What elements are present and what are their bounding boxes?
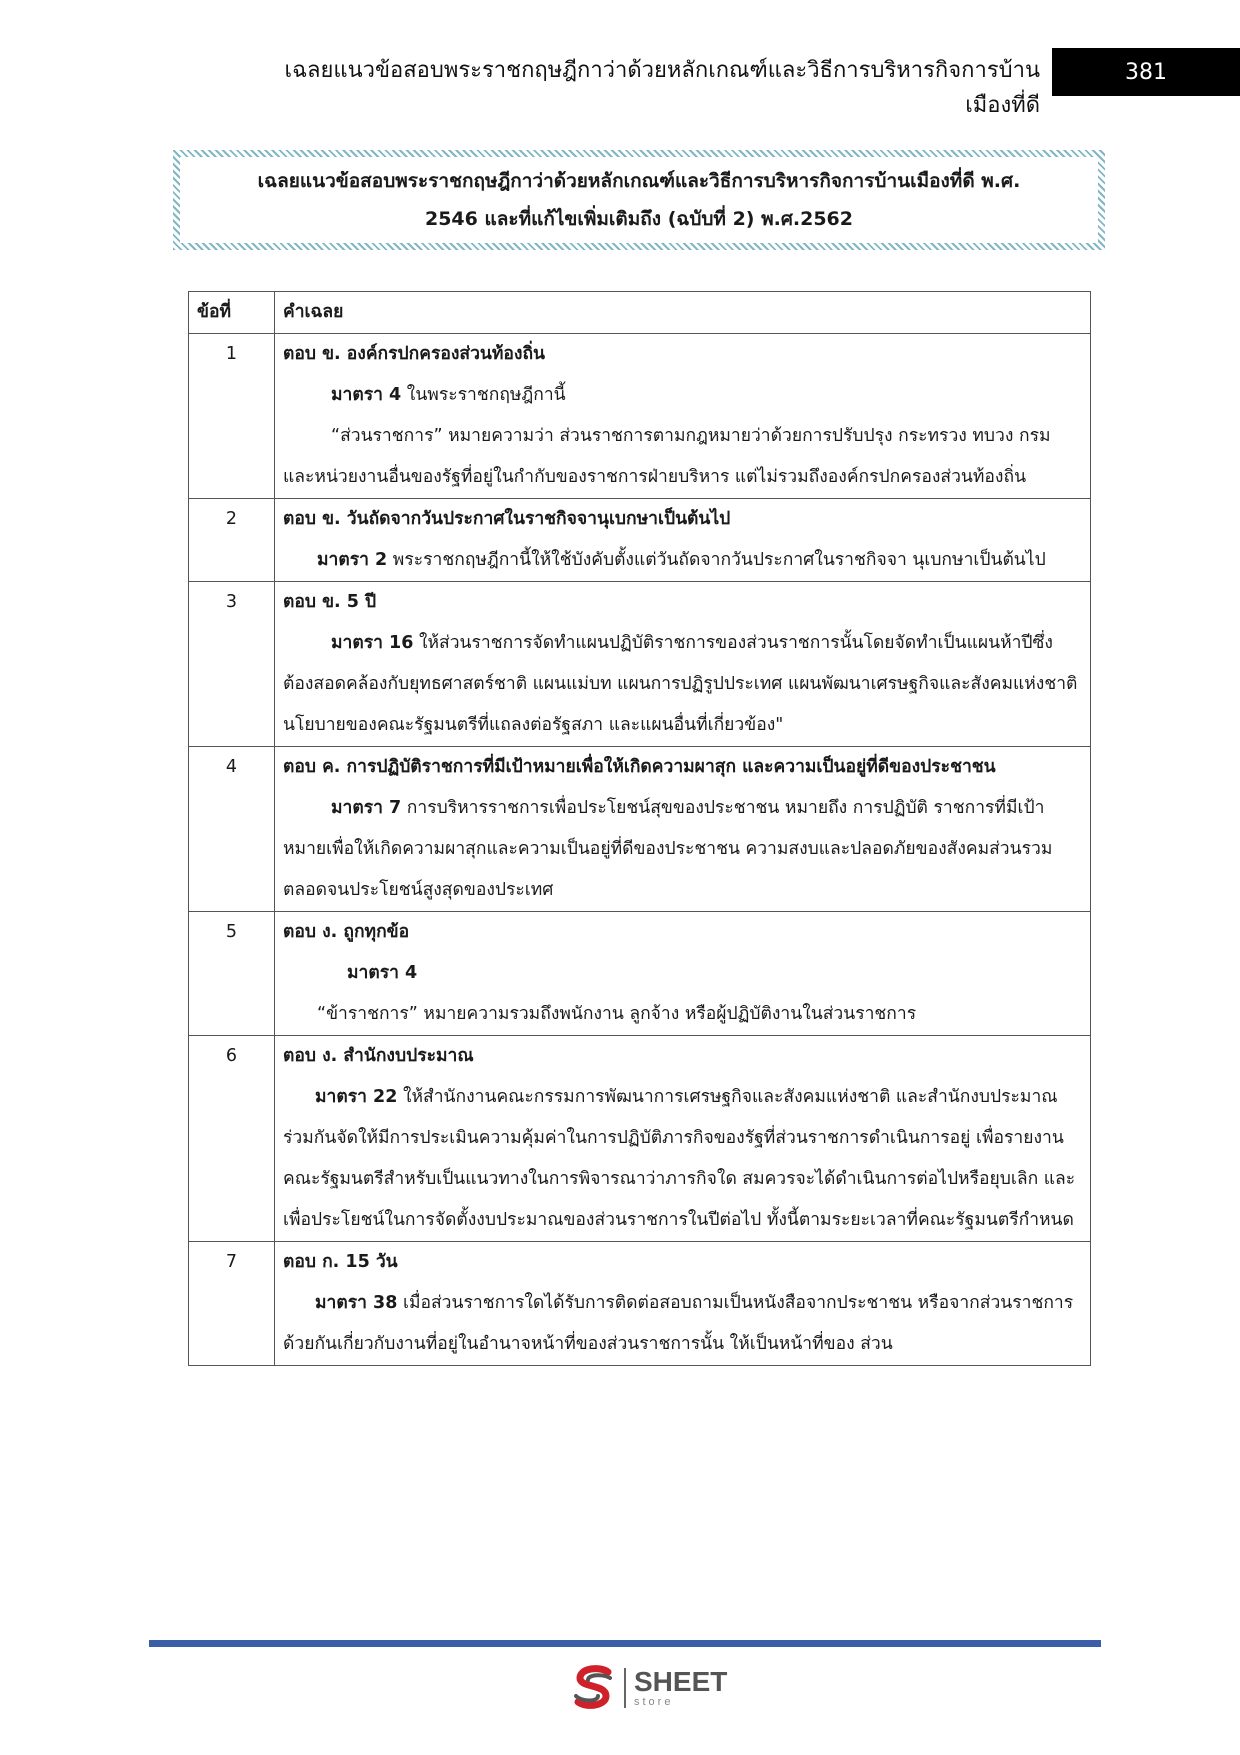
article-text: [283, 953, 1082, 994]
article-text: [283, 375, 1082, 416]
table-row: [189, 912, 1091, 1036]
article-label: มาตรา 4: [347, 963, 418, 983]
answer-text: ตอบ ข. 5 ปี: [283, 592, 377, 612]
answer-text: ตอบ ข. องค์กรปกครองส่วนท้องถิ่น: [283, 344, 546, 364]
sheet-store-logo: [572, 1660, 772, 1716]
answer-cell: [275, 334, 1091, 499]
article-body: ให้ส่วนราชการจัดทำแผนปฏิบัติราชการของส่วนราชการนั้นโดยจัดทำเป็นแผนห้าปีซึ่งต้องสอดคล้องกับยุทธศาสตร์ชาติ แผนแม่บท แผนการปฏิรูปประเทศ แผนพัฒนาเศรษฐกิจและสังคมแห่งชาติ นโยบายของคณะรัฐมนตรีที่แถลงต่อรัฐสภา และแผนอื่นที่เกี่ยวข้อง": [283, 633, 1078, 735]
document-title-line-2: 2546 และที่แก้ไขเพิ่มเติมถึง (ฉบับที่ 2) พ.ศ.2562: [424, 208, 853, 230]
article-body: ให้สำนักงานคณะกรรมการพัฒนาการเศรษฐกิจและสังคมแห่งชาติ และสำนักงบประมาณร่วมกันจัดให้มีการประเมินความคุ้มค่าในการปฏิบัติภารกิจของรัฐที่ส่วนราชการดำเนินการอยู่ เพื่อรายงานคณะรัฐมนตรีสำหรับเป็นแนวทางในการพิจารณาว่าภารกิจใด สมควรจะได้ดำเนินการต่อไปหรือยุบเลิก และเพื่อประโยชน์ในการจัดตั้งงบประมาณของส่วนราชการในปีต่อไป ทั้งนี้ตามระยะเวลาที่คณะรัฐมนตรีกำหนด: [283, 1087, 1076, 1230]
row-number: 1: [189, 334, 275, 499]
column-header-number: ข้อที่: [189, 292, 275, 334]
row-number: 2: [189, 499, 275, 582]
article-text: [283, 1283, 1082, 1365]
answer-text: ตอบ ง. ถูกทุกข้อ: [283, 922, 410, 942]
article-definition-text: “ส่วนราชการ” หมายความว่า ส่วนราชการตามกฎหมายว่าด้วยการปรับปรุง กระทรวง ทบวง กรม และหน่วยงานอื่นของรัฐที่อยู่ในกำกับของราชการฝ่ายบริหาร แต่ไม่รวมถึงองค์กรปกครองส่วนท้องถิ่น: [283, 426, 1051, 487]
answer-cell: [275, 1036, 1091, 1242]
article-body: เมื่อส่วนราชการใดได้รับการติดต่อสอบถามเป็นหนังสือจากประชาชน หรือจากส่วนราชการด้วยกันเกี่ยวกับงานที่อยู่ในอำนาจหน้าที่ของส่วนราชการนั้น ให้เป็นหน้าที่ของ ส่วน: [283, 1293, 1074, 1354]
logo-wordmark: [634, 1668, 727, 1708]
answer-text: ตอบ ค. การปฏิบัติราชการที่มีเป้าหมายเพื่อให้เกิดความผาสุก และความเป็นอยู่ที่ดีของประชาชน: [283, 757, 996, 777]
article-label: มาตรา 22: [315, 1087, 398, 1107]
document-title-box: [173, 150, 1105, 250]
table-header-row: [189, 292, 1091, 334]
document-title-line-1: เฉลยแนวข้อสอบพระราชกฤษฎีกาว่าด้วยหลักเกณฑ์และวิธีการบริหารกิจการบ้านเมืองที่ดี พ.ศ.: [257, 170, 1021, 192]
article-definition: [283, 416, 1082, 498]
article-label: มาตรา 2: [317, 550, 388, 570]
answer-cell: [275, 747, 1091, 912]
row-number: 4: [189, 747, 275, 912]
footer-rule: [149, 1640, 1101, 1647]
column-header-answer: คำเฉลย: [275, 292, 1091, 334]
row-number: 5: [189, 912, 275, 1036]
article-text: [283, 1077, 1082, 1241]
article-definition-text: “ข้าราชการ” หมายความรวมถึงพนักงาน ลูกจ้าง หรือผู้ปฏิบัติงานในส่วนราชการ: [317, 1004, 917, 1024]
logo-word: SHEET: [634, 1666, 728, 1697]
logo-divider: [624, 1668, 626, 1708]
article-body: ในพระราชกฤษฎีกานี้: [401, 385, 566, 405]
answer-cell: [275, 582, 1091, 747]
row-number: 3: [189, 582, 275, 747]
page-number: 381: [1052, 48, 1240, 96]
article-body: การบริหารราชการเพื่อประโยชน์สุขของประชาชน หมายถึง การปฏิบัติ ราชการที่มีเป้าหมายเพื่อให้เกิดความผาสุกและความเป็นอยู่ที่ดีของประชาชน ความสงบและปลอดภัยของสังคมส่วนรวม ตลอดจนประโยชน์สูงสุดของประเทศ: [283, 798, 1053, 900]
table-row: [189, 582, 1091, 747]
article-label: มาตรา 16: [331, 633, 414, 653]
article-text: [283, 788, 1082, 911]
logo-subword: store: [634, 1696, 674, 1708]
article-body: พระราชกฤษฎีกานี้ให้ใช้บังคับตั้งแต่วันถัดจากวันประกาศในราชกิจจา นุเบกษาเป็นต้นไป: [387, 550, 1046, 570]
article-label: มาตรา 38: [315, 1293, 398, 1313]
table-row: [189, 1242, 1091, 1366]
article-text: [283, 540, 1082, 581]
answer-cell: [275, 912, 1091, 1036]
table-row: [189, 499, 1091, 582]
sheet-store-s-icon: [572, 1664, 616, 1712]
table-row: [189, 1036, 1091, 1242]
table-row: [189, 747, 1091, 912]
row-number: 7: [189, 1242, 275, 1366]
answer-table: [188, 291, 1091, 1366]
table-row: [189, 334, 1091, 499]
article-label: มาตรา 7: [331, 798, 402, 818]
article-label: มาตรา 4: [331, 385, 402, 405]
answer-text: ตอบ ข. วันถัดจากวันประกาศในราชกิจจานุเบกษาเป็นต้นไป: [283, 509, 731, 529]
answer-text: ตอบ ก. 15 วัน: [283, 1252, 398, 1272]
running-header: เฉลยแนวข้อสอบพระราชกฤษฎีกาว่าด้วยหลักเกณฑ์และวิธีการบริหารกิจการบ้านเมืองที่ดี: [284, 58, 1040, 118]
article-text: [283, 623, 1082, 746]
row-number: 6: [189, 1036, 275, 1242]
answer-text: ตอบ ง. สำนักงบประมาณ: [283, 1046, 474, 1066]
answer-cell: [275, 499, 1091, 582]
answer-cell: [275, 1242, 1091, 1366]
article-definition: [283, 994, 1082, 1035]
